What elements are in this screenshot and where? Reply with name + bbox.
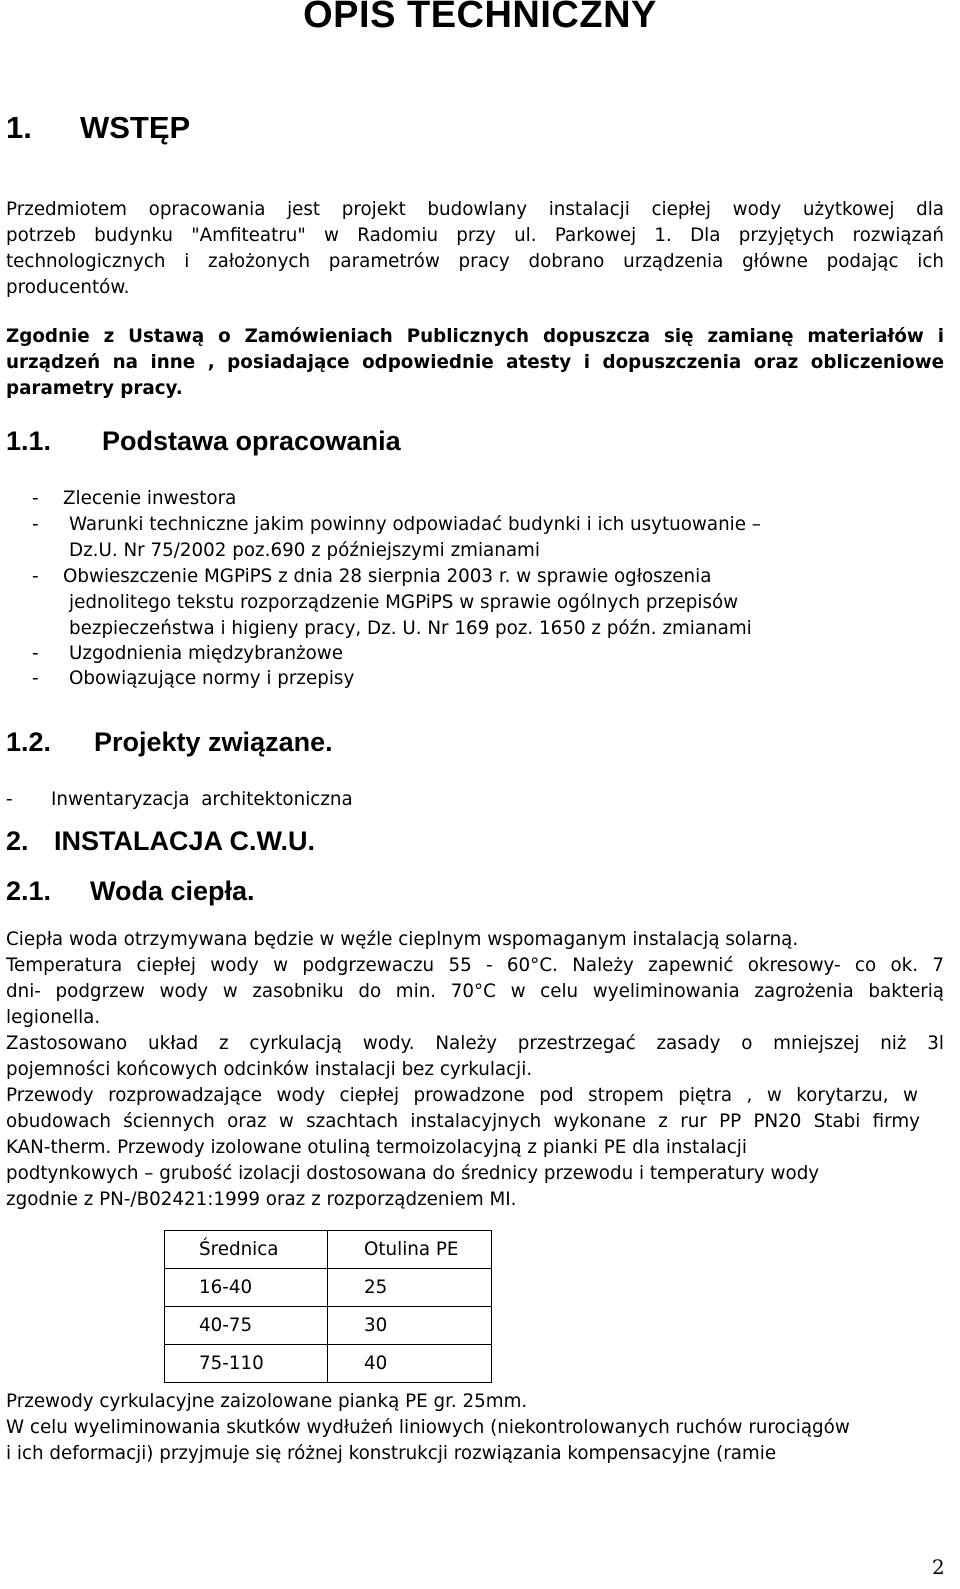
- section-2-number: 2.: [6, 826, 29, 856]
- table-cell: 75-110: [165, 1345, 328, 1383]
- body-line: KAN-therm. Przewody izolowane otuliną termoizolacyjną z pianki PE dla instalacji: [6, 1137, 747, 1158]
- list-item: Dz.U. Nr 75/2002 poz.690 z późniejszymi zmianami: [69, 540, 540, 561]
- section-1-number: 1.: [6, 110, 32, 145]
- body-line: podtynkowych – grubość izolacji dostosowana do średnicy przewodu i temperatury wody: [6, 1163, 820, 1184]
- table-cell: 25: [328, 1269, 492, 1307]
- table-cell: 30: [328, 1307, 492, 1345]
- list-item: - Warunki techniczne jakim powinny odpowiadać budynki i ich usytuowanie –: [32, 514, 761, 535]
- intro-line: Przedmiotem opracowania jest projekt budowlany instalacji ciepłej wody użytkowej dla: [6, 199, 944, 220]
- regulation-line: Zgodnie z Ustawą o Zamówieniach Publicznych dopuszcza się zamianę materiałów i: [6, 326, 944, 347]
- intro-line: producentów.: [6, 277, 130, 298]
- table-row: [165, 1269, 492, 1307]
- list-item: jednolitego tekstu rozporządzenie MGPiPS w sprawie ogólnych przepisów: [69, 592, 739, 613]
- table-row: [165, 1345, 492, 1383]
- table-cell: 40-75: [165, 1307, 328, 1345]
- body-line: Zastosowano układ z cyrkulacją wody. Należy przestrzegać zasady o mniejszej niż 3l: [6, 1033, 944, 1054]
- section-1-title: WSTĘP: [80, 110, 191, 145]
- regulation-line: parametry pracy.: [6, 378, 183, 399]
- list-item: - Obwieszczenie MGPiPS z dnia 28 sierpnia 2003 r. w sprawie ogłoszenia: [32, 566, 712, 587]
- body-line: legionella.: [6, 1007, 101, 1028]
- list-item: - Inwentaryzacja architektoniczna: [6, 789, 353, 810]
- list-item: - Uzgodnienia międzybranżowe: [32, 643, 344, 664]
- body-line: pojemności końcowych odcinków instalacji bez cyrkulacji.: [6, 1059, 533, 1080]
- list-item: bezpieczeństwa i higieny pracy, Dz. U. Nr 169 poz. 1650 z późn. zmianami: [69, 618, 752, 639]
- body-line: Ciepła woda otrzymywana będzie w węźle cieplnym wspomaganym instalacją solarną.: [6, 929, 799, 950]
- section-1-1-title: Podstawa opracowania: [102, 426, 401, 456]
- hot-water-paragraph: [6, 927, 944, 1213]
- intro-line: technologicznych i założonych parametrów pracy dobrano urządzenia główne podając ich: [6, 251, 944, 272]
- table-cell: 16-40: [165, 1269, 328, 1307]
- closing-paragraph: [6, 1389, 944, 1467]
- table-header-cell: Otulina PE: [328, 1231, 492, 1269]
- regulation-line: urządzeń na inne , posiadające odpowiednie atesty i dopuszczenia oraz obliczeniowe: [6, 352, 944, 373]
- page-number: 2: [932, 1555, 945, 1579]
- regulation-paragraph: [6, 324, 944, 402]
- body-line: obudowach ściennych oraz w szachtach instalacyjnych wykonane z rur PP PN20 Stabi firmy: [6, 1111, 920, 1132]
- body-line: Przewody cyrkulacyjne zaizolowane pianką PE gr. 25mm.: [6, 1391, 528, 1412]
- table-header-row: [165, 1231, 492, 1269]
- list-item: - Zlecenie inwestora: [32, 488, 237, 509]
- insulation-table: [164, 1230, 492, 1383]
- table-cell: 40: [328, 1345, 492, 1383]
- body-line: i ich deformacji) przyjmuje się różnej konstrukcji rozwiązania kompensacyjne (ramie: [6, 1443, 777, 1464]
- list-item: - Obowiązujące normy i przepisy: [32, 668, 355, 689]
- section-1-2-title: Projekty związane.: [94, 727, 333, 757]
- section-1-2-number: 1.2.: [6, 727, 52, 757]
- body-line: W celu wyeliminowania skutków wydłużeń liniowych (niekontrolowanych ruchów rurociągów: [6, 1417, 850, 1438]
- section-1-1-number: 1.1.: [6, 426, 52, 456]
- body-line: dni- podgrzew wody w zasobniku do min. 70°C w celu wyeliminowania zagrożenia bakterią: [6, 981, 944, 1002]
- intro-line: potrzeb budynku "Amfiteatru" w Radomiu przy ul. Parkowej 1. Dla przyjętych rozwiązań: [6, 225, 944, 246]
- section-2-1-number: 2.1.: [6, 876, 52, 906]
- body-line: Przewody rozprowadzające wody ciepłej prowadzone pod stropem piętra , w korytarzu, w: [6, 1085, 918, 1106]
- body-line: zgodnie z PN-/B02421:1999 oraz z rozporządzeniem MI.: [6, 1189, 517, 1210]
- section-2-title: INSTALACJA C.W.U.: [54, 826, 315, 856]
- table-header-cell: Średnica: [165, 1231, 328, 1269]
- intro-paragraph: [6, 197, 944, 301]
- body-line: Temperatura ciepłej wody w podgrzewaczu 55 - 60°C. Należy zapewnić okresowy- co ok. 7: [6, 955, 944, 976]
- section-2-1-title: Woda ciepła.: [90, 876, 255, 906]
- document-title: OPIS TECHNICZNY: [303, 0, 657, 36]
- table-row: [165, 1307, 492, 1345]
